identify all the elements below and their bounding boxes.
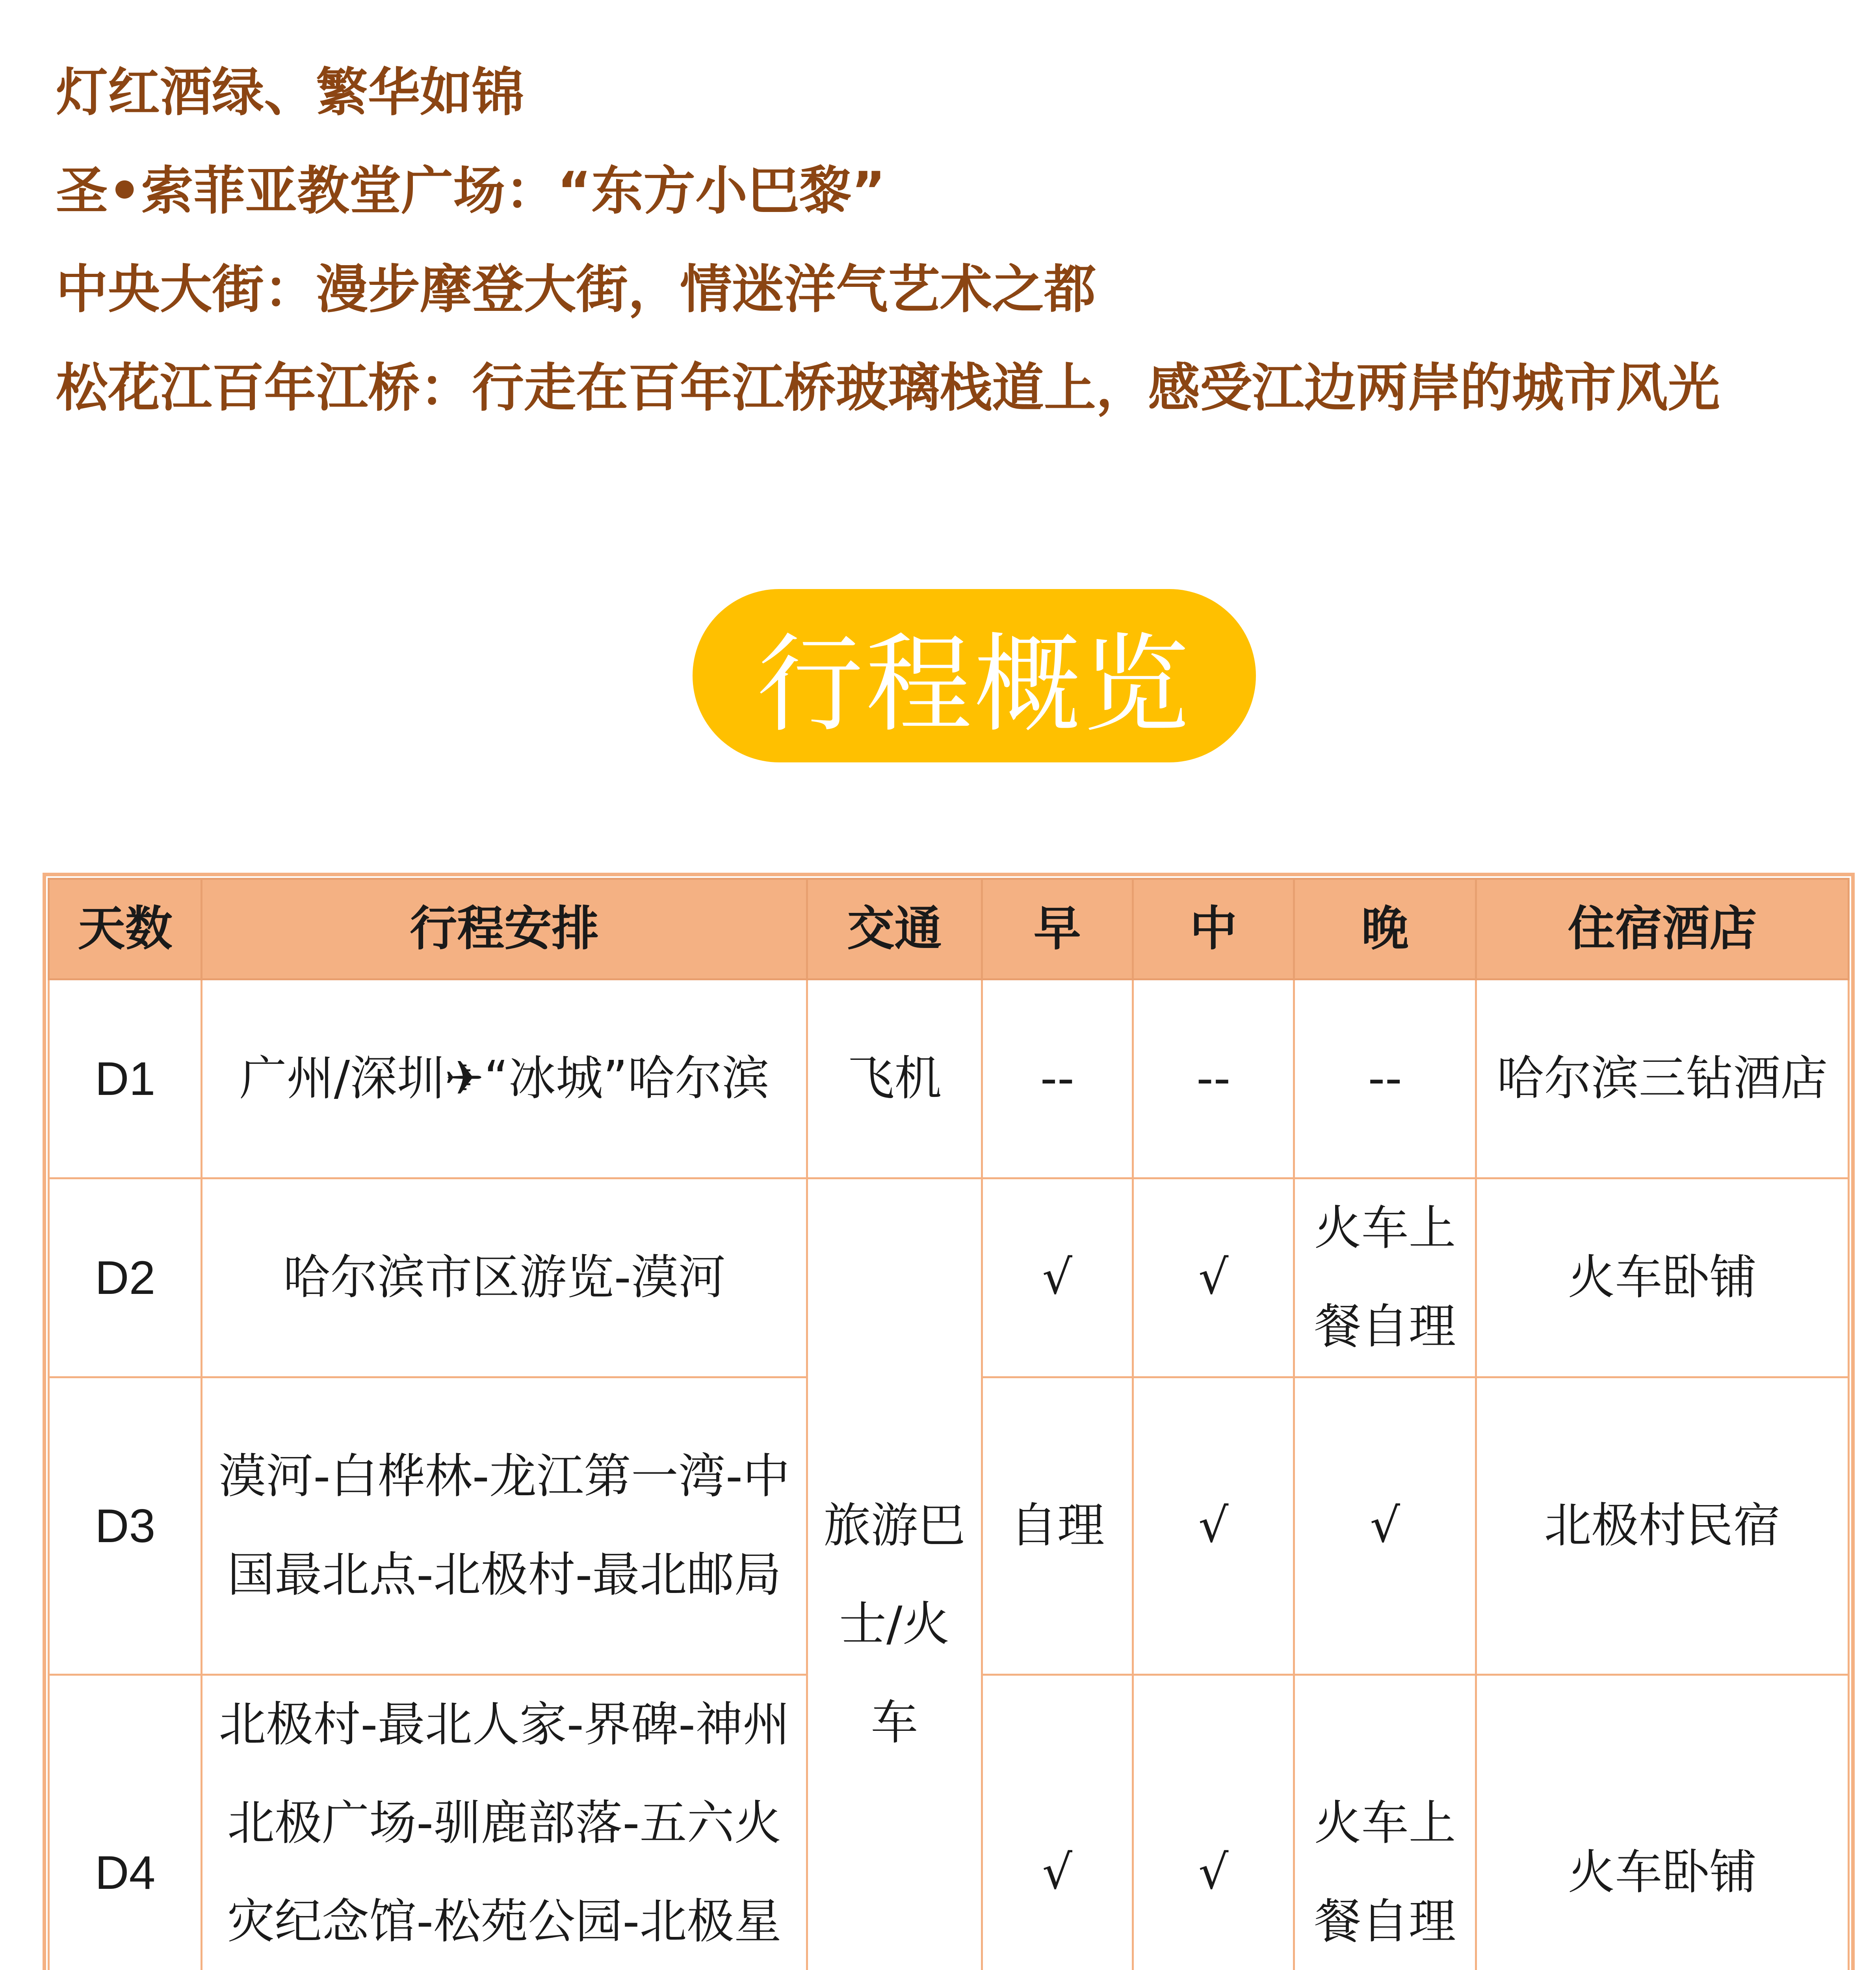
transport-cell: 飞机 [807, 979, 982, 1178]
hotel-cell: 火车卧铺 [1476, 1675, 1848, 1970]
lunch-cell: √ [1133, 1178, 1294, 1377]
highlight-line: 中央大街：漫步摩登大街，情迷洋气艺术之都 [56, 259, 1096, 320]
table-header-row [49, 879, 1849, 979]
day-cell: D4 [49, 1675, 202, 1970]
header-breakfast: 早 [982, 879, 1133, 979]
hotel-cell: 火车卧铺 [1476, 1178, 1848, 1377]
breakfast-cell: 自理 [982, 1377, 1133, 1675]
lunch-cell: -- [1133, 979, 1294, 1178]
highlight-line: 圣•索菲亚教堂广场：“东方小巴黎” [56, 161, 886, 221]
hotel-cell: 哈尔滨三钻酒店 [1476, 979, 1848, 1178]
route-cell: 哈尔滨市区游览-漠河 [202, 1178, 807, 1377]
hotel-cell: 北极村民宿 [1476, 1377, 1848, 1675]
highlight-line: 灯红酒绿、繁华如锦 [56, 62, 524, 123]
breakfast-cell: √ [982, 1178, 1133, 1377]
dinner-cell: 火车上餐自理 [1294, 1178, 1476, 1377]
day-cell: D2 [49, 1178, 202, 1377]
header-hotel: 住宿酒店 [1476, 879, 1848, 979]
header-route: 行程安排 [202, 879, 807, 979]
breakfast-cell: -- [982, 979, 1133, 1178]
breakfast-cell: √ [982, 1675, 1133, 1970]
lunch-cell: √ [1133, 1675, 1294, 1970]
highlights [56, 43, 1837, 437]
table-row [49, 979, 1849, 1178]
route-cell: 北极村-最北人家-界碑-神州北极广场-驯鹿部落-五六火灾纪念馆-松苑公园-北极星 [202, 1675, 807, 1970]
route-cell: 漠河-白桦林-龙江第一湾-中国最北点-北极村-最北邮局 [202, 1377, 807, 1675]
itinerary-table [48, 878, 1850, 1970]
dinner-cell: -- [1294, 979, 1476, 1178]
header-days: 天数 [49, 879, 202, 979]
header-dinner: 晚 [1294, 879, 1476, 979]
route-cell: 广州/深圳✈“冰城”哈尔滨 [202, 979, 807, 1178]
lunch-cell: √ [1133, 1377, 1294, 1675]
dinner-cell: 火车上餐自理 [1294, 1675, 1476, 1970]
table-row [49, 1178, 1849, 1377]
day-cell: D3 [49, 1377, 202, 1675]
highlight-line: 松花江百年江桥：行走在百年江桥玻璃栈道上，感受江边两岸的城市风光 [56, 358, 1720, 418]
dinner-cell: √ [1294, 1377, 1476, 1675]
header-lunch: 中 [1133, 879, 1294, 979]
overview-section-title: 行程概览 [693, 589, 1256, 762]
header-transport: 交通 [807, 879, 982, 979]
transport-cell-merged: 旅游巴士/火车 [807, 1178, 982, 1970]
day-cell: D1 [49, 979, 202, 1178]
itinerary-table-frame [43, 873, 1855, 1970]
